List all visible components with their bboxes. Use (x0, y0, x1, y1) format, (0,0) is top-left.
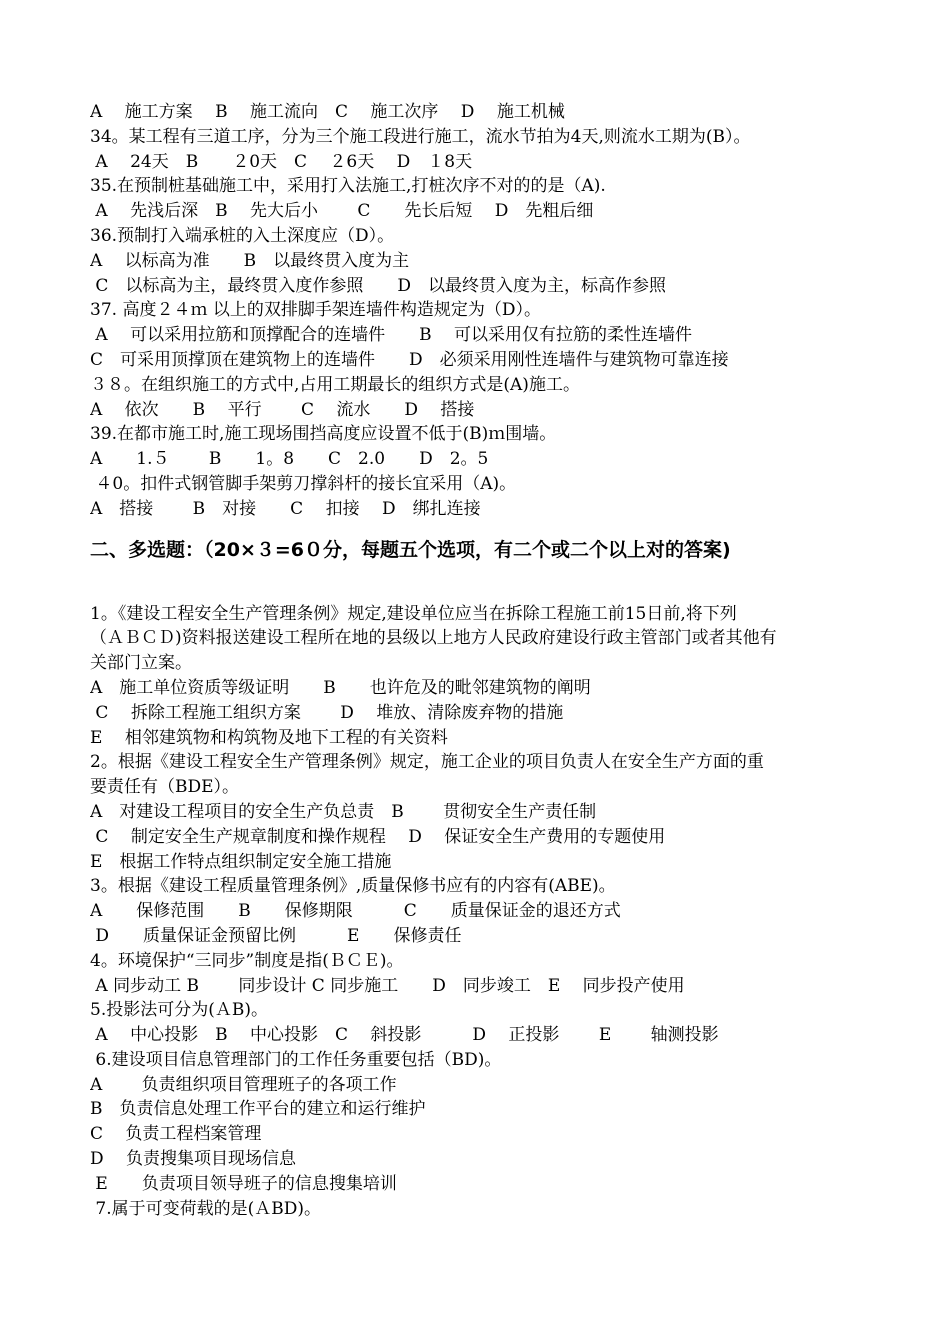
question-38: ３８。在组织施工的方式中,占用工期最长的组织方式是(A)施工。 (90, 374, 580, 395)
text-line: A 同步动工 B 同步设计 C 同步施工 D 同步竣工 E 同步投产使用 (90, 975, 685, 996)
text-line: A 以标高为准 B 以最终贯入度为主 (90, 250, 410, 271)
text-line: A 对建设工程项目的安全生产负总责 B 贯彻安全生产责任制 (90, 801, 597, 822)
question-1: 1。《建设工程安全生产管理条例》规定,建设单位应当在拆除工程施工前15日前,将下列 (90, 603, 737, 624)
text-line: A 依次 B 平行 C 流水 D 搭接 (90, 399, 475, 420)
text-line: A 负责组织项目管理班子的各项工作 (90, 1074, 397, 1095)
text-line: B 负责信息处理工作平台的建立和运行维护 (90, 1099, 426, 1120)
section-two-heading: 二、多选题：（20×３=6０分，每题五个选项，有二个或二个以上对的答案) (90, 538, 731, 561)
text-line: C 拆除工程施工组织方案 D 堆放、清除废弃物的措施 (90, 702, 564, 723)
text-line: 关部门立案。 (90, 653, 192, 674)
question-36: 36.预制打入端承桩的入土深度应（D）。 (90, 225, 395, 246)
text-line: A 可以采用拉筋和顶撑配合的连墙件 B 可以采用仅有拉筋的柔性连墙件 (90, 325, 692, 346)
question-2: 2。根据《建设工程安全生产管理条例》规定，施工企业的项目负责人在安全生产方面的重 (90, 752, 764, 773)
question-34: 34。某工程有三道工序，分为三个施工段进行施工，流水节拍为4天,则流水工期为(B）。 (90, 126, 751, 147)
text-line: （ＡＢＣＤ)资料报送建设工程所在地的县级以上地方人民政府建设行政主管部门或者其他有 (90, 628, 777, 649)
text-line: A 中心投影 B 中心投影 C 斜投影 D 正投影 E 轴测投影 (90, 1025, 719, 1046)
question-3: 3。根据《建设工程质量管理条例》,质量保修书应有的内容有(ABE)。 (90, 876, 616, 897)
question-35: 35.在预制桩基础施工中，采用打入法施工,打桩次序不对的的是（A). (90, 176, 606, 197)
text-line: E 负责项目领导班子的信息搜集培训 (90, 1173, 397, 1194)
text-line: A 施工方案 B 施工流向 C 施工次序 D 施工机械 (90, 102, 565, 122)
text-line: 要责任有（BDE）。 (90, 777, 240, 798)
text-line: A 24天 B ２0天 C ２6天 D １8天 (90, 151, 473, 172)
text-line: A 先浅后深 B 先大后小 C 先长后短 D 先粗后细 (90, 201, 594, 222)
text-line: A 搭接 B 对接 C 扣接 D 绑扎连接 (90, 498, 481, 519)
question-7: 7.属于可变荷载的是(ＡBD)。 (90, 1198, 322, 1219)
question-4: 4。环境保护“三同步”制度是指(ＢＣＥ)。 (90, 950, 404, 971)
question-6: 6.建设项目信息管理部门的工作任务重要包括（BD)。 (90, 1049, 502, 1070)
text-line: A 施工单位资质等级证明 B 也许危及的毗邻建筑物的阐明 (90, 677, 591, 698)
section-one-tail (90, 100, 890, 522)
text-line: A 1.５ B 1。8 C 2.0 D 2。5 (90, 449, 489, 470)
question-37: 37. 高度２４ｍ 以上的双排脚手架连墙件构造规定为（D）。 (90, 300, 541, 321)
text-line: E 根据工作特点组织制定安全施工措施 (90, 851, 392, 872)
section-two-body (90, 602, 890, 1222)
text-line: D 负责搜集项目现场信息 (90, 1149, 297, 1170)
question-40: ４0。扣件式钢管脚手架剪刀撑斜杆的接长宜采用（A)。 (90, 473, 517, 494)
text-line: C 可采用顶撑顶在建筑物上的连墙件 D 必须采用刚性连墙件与建筑物可靠连接 (90, 349, 729, 370)
question-39: 39.在都市施工时,施工现场围挡高度应设置不低于(B)ｍ围墙。 (90, 424, 557, 445)
text-line: D 质量保证金预留比例 E 保修责任 (90, 925, 462, 946)
text-line: E 相邻建筑物和构筑物及地下工程的有关资料 (90, 727, 448, 748)
text-line: A 保修范围 B 保修期限 C 质量保证金的退还方式 (90, 901, 621, 922)
text-line: C 负责工程档案管理 (90, 1124, 262, 1145)
text-line: C 以标高为主，最终贯入度作参照 D 以最终贯入度为主，标高作参照 (90, 275, 667, 296)
question-5: 5.投影法可分为(ＡB)。 (90, 1000, 268, 1021)
text-line: C 制定安全生产规章制度和操作规程 D 保证安全生产费用的专题使用 (90, 826, 666, 847)
